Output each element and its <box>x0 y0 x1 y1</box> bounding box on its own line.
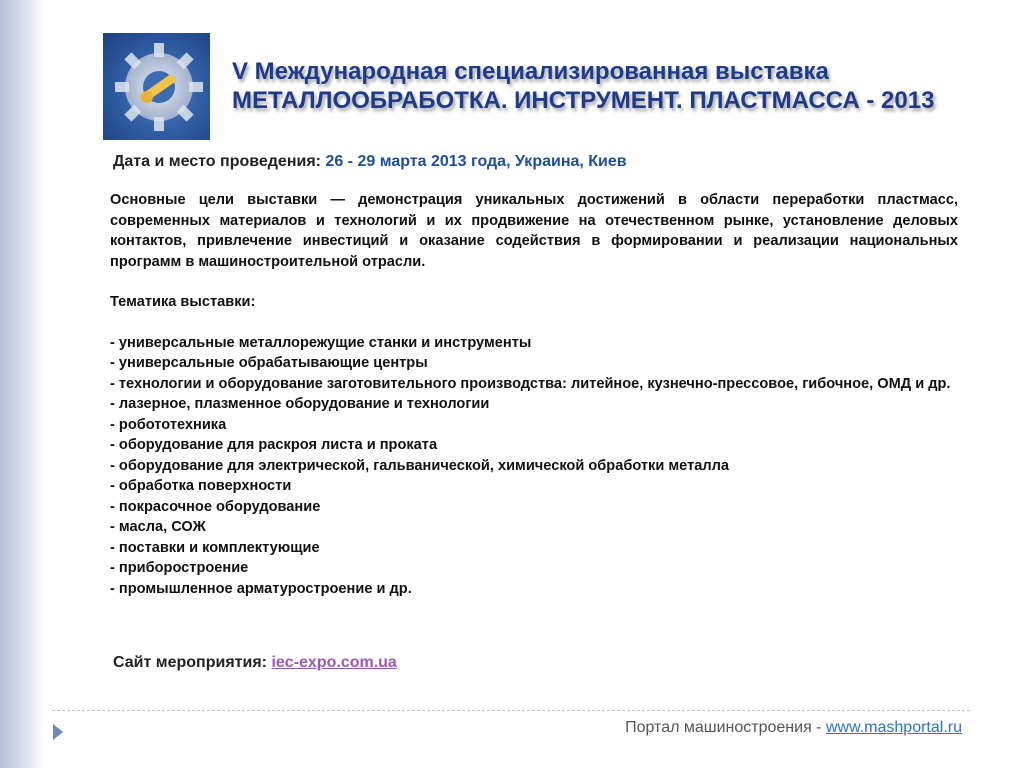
site-label: Сайт мероприятия: <box>113 654 267 671</box>
list-item: - приборостроение <box>110 560 249 576</box>
site-link[interactable]: iec-expo.com.ua <box>271 654 397 671</box>
list-item: - обработка поверхности <box>110 478 292 494</box>
themes-heading: Тематика выставки: <box>110 294 256 310</box>
list-item: - лазерное, плазменное оборудование и технологии <box>110 396 490 412</box>
footer <box>625 719 962 737</box>
event-site-line <box>113 654 397 672</box>
left-decorative-band <box>0 0 44 768</box>
footer-divider <box>52 710 970 711</box>
list-item: - технологии и оборудование заготовительного производства: литейное, кузнечно-прессовое, гибочное, ОМД и др. <box>110 375 951 392</box>
themes-list <box>110 333 958 600</box>
goals-paragraph: Основные цели выставки — демонстрация уникальных достижений в области переработки пластмасс, современных материалов и технологий и их продвижение на отечественном рынке, установление деловых контактов, привлечение инвестиций и оказание содействия в формировании и реализации национальных программ в машиностроительной отрасли. <box>110 192 958 270</box>
list-item: - промышленное арматуростроение и др. <box>110 580 412 597</box>
list-item: - робототехника <box>110 416 227 433</box>
list-item: - оборудование для электрической, гальванической, химической обработки металла <box>110 457 730 474</box>
list-item: - универсальные металлорежущие станки и инструменты <box>110 334 532 351</box>
exhibition-logo <box>103 33 210 140</box>
title-line-2: МЕТАЛЛООБРАБОТКА. ИНСТРУМЕНТ. ПЛАСТМАССА - 2013 <box>232 87 935 114</box>
event-date-line <box>113 153 627 171</box>
title-line-1: V Международная специализированная выставка <box>232 58 829 85</box>
main-content <box>110 190 958 599</box>
list-item: - поставки и комплектующие <box>110 539 320 556</box>
list-item: - универсальные обрабатывающие центры <box>110 355 428 371</box>
list-item: - масла, СОЖ <box>110 519 206 535</box>
list-item: - оборудование для раскроя листа и проката <box>110 437 438 453</box>
gear-icon <box>103 33 210 140</box>
footer-link[interactable]: www.mashportal.ru <box>825 719 962 736</box>
page-title <box>232 57 1022 115</box>
date-value: 26 - 29 марта 2013 года, Украина, Киев <box>325 153 627 170</box>
date-label: Дата и место проведения: <box>113 153 321 170</box>
footer-text: Портал машиностроения - <box>625 719 826 736</box>
triangle-bullet-icon <box>53 724 63 740</box>
list-item: - покрасочное оборудование <box>110 498 321 515</box>
